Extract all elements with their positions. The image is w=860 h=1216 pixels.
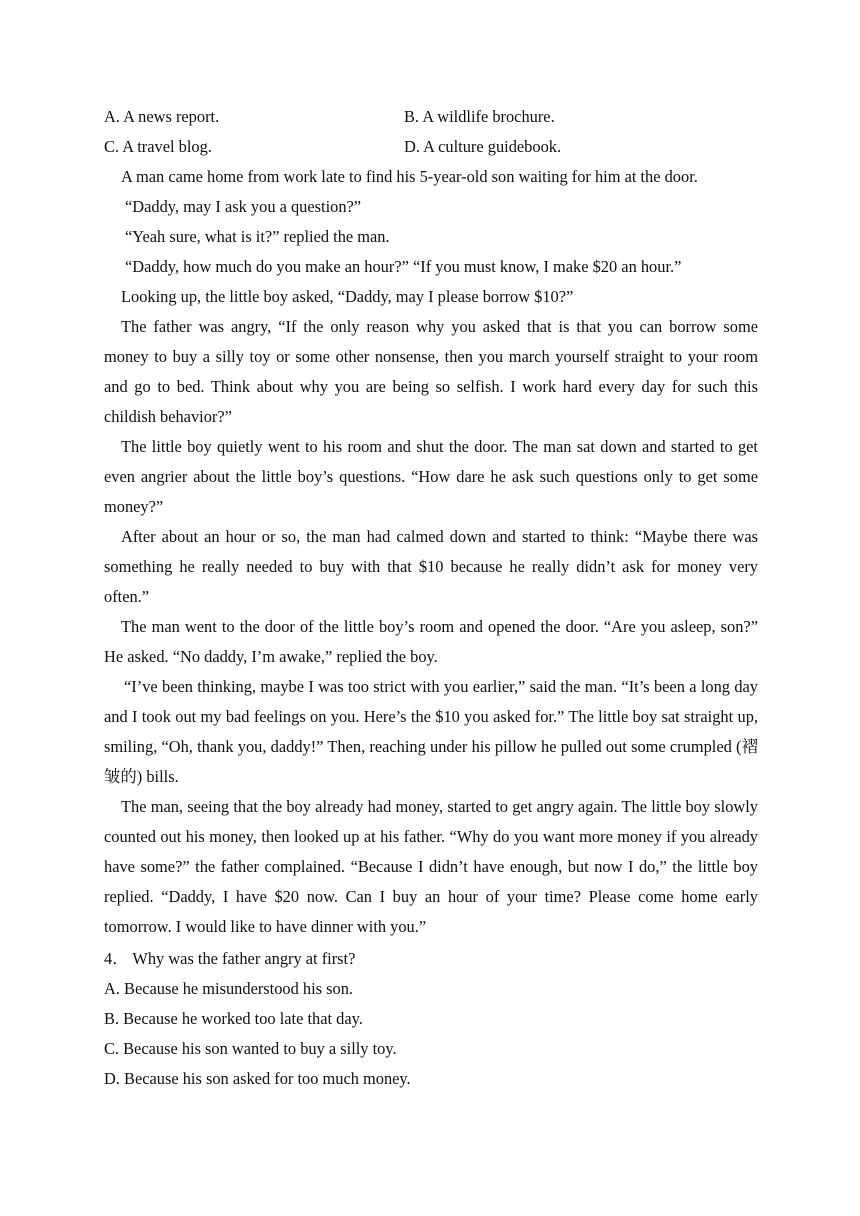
passage-paragraph-1: A man came home from work late to find his 5-year-old son waiting for him at the door. <box>121 167 698 186</box>
question-4-stem: 4． Why was the father angry at first? <box>104 949 356 968</box>
option-d: D. A culture guidebook. <box>404 137 562 156</box>
passage-paragraph-7: The little boy quietly went to his room and shut the door. The man sat down and started to get even angrier about the little boy’s questions. “How dare he ask such questions only to get some money?” <box>104 437 758 516</box>
option-a: A. A news report. <box>104 107 220 126</box>
option-c: C. A travel blog. <box>104 137 212 156</box>
passage-paragraph-4: “Daddy, how much do you make an hour?” “If you must know, I make $20 an hour.” <box>125 257 682 276</box>
passage-paragraph-3: “Yeah sure, what is it?” replied the man. <box>125 227 390 246</box>
passage-paragraph-9: The man went to the door of the little boy’s room and opened the door. “Are you asleep, son?” He asked. “No daddy, I’m awake,” replied the boy. <box>104 617 758 666</box>
option-row-ab <box>104 102 758 132</box>
passage-paragraph-8: After about an hour or so, the man had calmed down and started to think: “Maybe there was something he really needed to buy with that $10 because he really didn’t ask for money very often.” <box>104 527 758 606</box>
question-4-choice-c: C. Because his son wanted to buy a silly toy. <box>104 1039 397 1058</box>
option-row-cd <box>104 132 758 162</box>
passage-paragraph-2: “Daddy, may I ask you a question?” <box>125 197 362 216</box>
passage-paragraph-11: The man, seeing that the boy already had money, started to get angry again. The little boy slowly counted out his money, then looked up at his father. “Why do you want more money if you already have some?” the father complained. “Because I didn’t have enough, but now I do,” the little boy replied. “Daddy, I have $20 now. Can I buy an hour of your time? Please come home early tomorrow. I would like to have dinner with you.” <box>104 797 758 936</box>
question-4-choice-b: B. Because he worked too late that day. <box>104 1009 363 1028</box>
question-4-choice-d: D. Because his son asked for too much money. <box>104 1069 411 1088</box>
question-4-choice-a: A. Because he misunderstood his son. <box>104 979 354 998</box>
passage-paragraph-5: Looking up, the little boy asked, “Daddy, may I please borrow $10?” <box>121 287 574 306</box>
passage-paragraph-10: “I’ve been thinking, maybe I was too strict with you earlier,” said the man. “It’s been a long day and I took out my bad feelings on you. Here’s the $10 you asked for.” The little boy sat straight up, smiling, “Oh, thank you, daddy!” Then, reaching under his pillow he pulled out some crumpled (褶皱的) bills. <box>104 677 758 786</box>
passage-paragraph-6: The father was angry, “If the only reason why you asked that is that you can borrow some money to buy a silly toy or some other nonsense, then you march yourself straight to your room and go to bed. Think about why you are being so selfish. I work hard every day for such this childish behavior?” <box>104 317 758 426</box>
document-page <box>104 102 758 1094</box>
option-b: B. A wildlife brochure. <box>404 107 555 126</box>
